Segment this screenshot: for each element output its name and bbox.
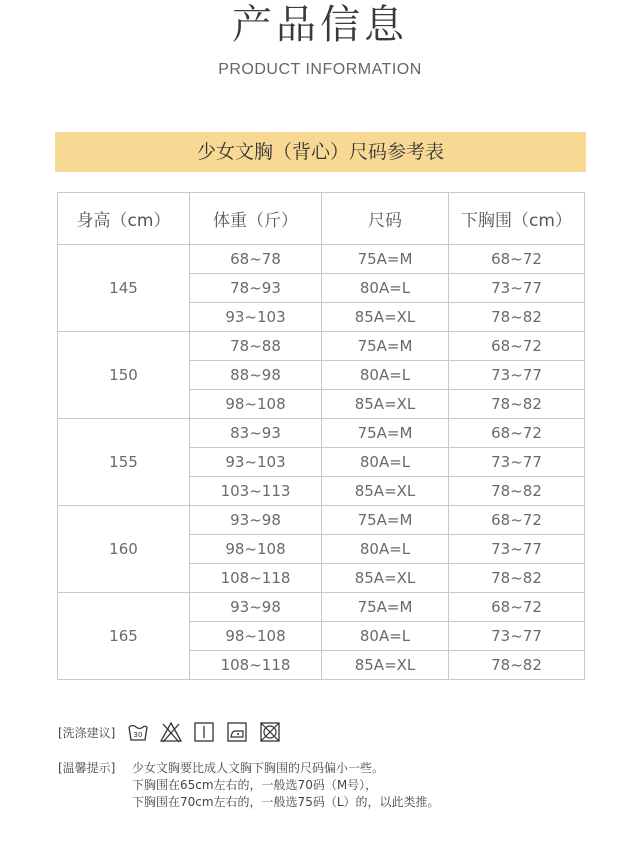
underbust-cell: 73~77 bbox=[449, 535, 585, 564]
weight-cell: 78~93 bbox=[190, 274, 322, 303]
weight-cell: 108~118 bbox=[190, 651, 322, 680]
height-cell: 150 bbox=[58, 332, 190, 419]
underbust-cell: 68~72 bbox=[449, 593, 585, 622]
size-cell: 80A=L bbox=[322, 448, 449, 477]
size-cell: 75A=M bbox=[322, 245, 449, 274]
table-row bbox=[58, 245, 585, 274]
weight-cell: 88~98 bbox=[190, 361, 322, 390]
weight-cell: 68~78 bbox=[190, 245, 322, 274]
size-cell: 85A=XL bbox=[322, 390, 449, 419]
weight-cell: 98~108 bbox=[190, 535, 322, 564]
weight-cell: 93~103 bbox=[190, 448, 322, 477]
weight-cell: 93~98 bbox=[190, 593, 322, 622]
do-not-bleach-icon bbox=[160, 721, 182, 743]
table-row bbox=[58, 419, 585, 448]
height-cell: 160 bbox=[58, 506, 190, 593]
size-cell: 80A=L bbox=[322, 361, 449, 390]
underbust-cell: 78~82 bbox=[449, 651, 585, 680]
size-chart-banner: 少女文胸（背心）尺码参考表 bbox=[55, 132, 586, 172]
weight-cell: 103~113 bbox=[190, 477, 322, 506]
table-header-row bbox=[58, 193, 585, 245]
column-header-height: 身高（cm） bbox=[58, 193, 190, 245]
size-cell: 75A=M bbox=[322, 593, 449, 622]
underbust-cell: 78~82 bbox=[449, 477, 585, 506]
svg-text:30: 30 bbox=[133, 731, 143, 739]
column-header-size: 尺码 bbox=[322, 193, 449, 245]
table-row bbox=[58, 506, 585, 535]
size-cell: 85A=XL bbox=[322, 651, 449, 680]
tips-text bbox=[132, 760, 612, 811]
do-not-tumble-dry-icon bbox=[259, 721, 281, 743]
underbust-cell: 73~77 bbox=[449, 274, 585, 303]
hang-dry-icon bbox=[193, 721, 215, 743]
page-title: 产品信息 bbox=[232, 2, 408, 48]
weight-cell: 108~118 bbox=[190, 564, 322, 593]
wash-30-icon bbox=[127, 721, 149, 743]
size-cell: 85A=XL bbox=[322, 477, 449, 506]
table-row bbox=[58, 593, 585, 622]
wash-label: [洗涤建议] bbox=[58, 725, 116, 740]
underbust-cell: 73~77 bbox=[449, 448, 585, 477]
weight-cell: 78~88 bbox=[190, 332, 322, 361]
size-cell: 85A=XL bbox=[322, 303, 449, 332]
size-cell: 75A=M bbox=[322, 419, 449, 448]
size-cell: 80A=L bbox=[322, 274, 449, 303]
size-table bbox=[57, 192, 585, 680]
height-cell: 165 bbox=[58, 593, 190, 680]
height-cell: 145 bbox=[58, 245, 190, 332]
weight-cell: 98~108 bbox=[190, 390, 322, 419]
weight-cell: 98~108 bbox=[190, 622, 322, 651]
weight-cell: 93~103 bbox=[190, 303, 322, 332]
page-subtitle: PRODUCT INFORMATION bbox=[218, 61, 422, 78]
underbust-cell: 73~77 bbox=[449, 622, 585, 651]
height-cell: 155 bbox=[58, 419, 190, 506]
underbust-cell: 68~72 bbox=[449, 332, 585, 361]
underbust-cell: 73~77 bbox=[449, 361, 585, 390]
size-cell: 75A=M bbox=[322, 332, 449, 361]
underbust-cell: 68~72 bbox=[449, 245, 585, 274]
tips-label: [温馨提示] bbox=[58, 761, 116, 775]
weight-cell: 93~98 bbox=[190, 506, 322, 535]
weight-cell: 83~93 bbox=[190, 419, 322, 448]
column-header-underbust: 下胸围（cm） bbox=[449, 193, 585, 245]
size-cell: 80A=L bbox=[322, 622, 449, 651]
column-header-weight: 体重（斤） bbox=[190, 193, 322, 245]
iron-low-icon bbox=[226, 721, 248, 743]
wash-instructions bbox=[58, 718, 292, 746]
underbust-cell: 78~82 bbox=[449, 303, 585, 332]
tip-line: 少女文胸要比成人文胸下胸围的尺码偏小一些。 bbox=[132, 761, 385, 775]
size-cell: 75A=M bbox=[322, 506, 449, 535]
tip-line: 下胸围在70cm左右的，一般选75码（L）的，以此类推。 bbox=[132, 795, 440, 809]
tip-line: 下胸围在65cm左右的，一般选70码（M号）， bbox=[132, 778, 378, 792]
underbust-cell: 68~72 bbox=[449, 419, 585, 448]
size-cell: 80A=L bbox=[322, 535, 449, 564]
underbust-cell: 78~82 bbox=[449, 564, 585, 593]
underbust-cell: 78~82 bbox=[449, 390, 585, 419]
size-table-body bbox=[58, 245, 585, 680]
table-row bbox=[58, 332, 585, 361]
size-cell: 85A=XL bbox=[322, 564, 449, 593]
underbust-cell: 68~72 bbox=[449, 506, 585, 535]
